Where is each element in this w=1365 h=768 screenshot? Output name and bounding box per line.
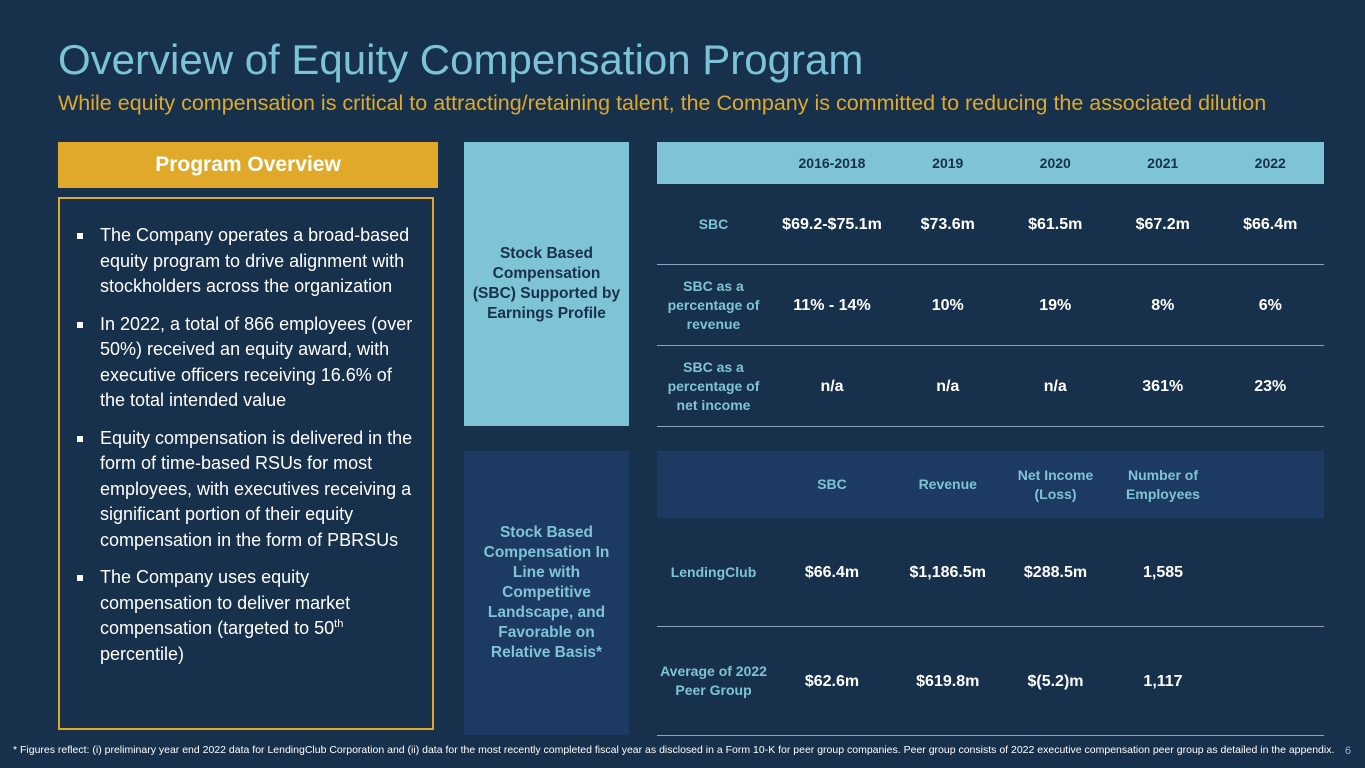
table-cell: $66.4m: [804, 563, 860, 581]
table-cell: 1,117: [1143, 672, 1183, 690]
column-header: Revenue: [918, 476, 977, 492]
table-cell: 23%: [1254, 377, 1287, 395]
table-header: [657, 142, 1324, 184]
table-cell: 6%: [1258, 296, 1282, 314]
table-cell: 8%: [1151, 296, 1175, 314]
sbc-competitive-label: Stock Based Compensation In Line with Competitive Landscape, and Favorable on Relative Basis*: [464, 451, 629, 735]
program-overview-box: [58, 197, 434, 730]
peer-comparison-table: [657, 451, 1324, 736]
column-header: 2020: [1039, 154, 1071, 171]
list-item: Equity compensation is delivered in the form of time-based RSUs for most employees, with executives receiving a significant portion of their equity compensation in the form of PBRSUs: [74, 426, 418, 554]
program-overview-list: [60, 199, 432, 667]
column-header: 2019: [932, 154, 964, 171]
table-cell: 19%: [1039, 296, 1072, 314]
square-bullet-icon: [77, 436, 83, 442]
square-bullet-icon: [77, 575, 83, 581]
row-label: SBC: [698, 215, 729, 232]
list-item: The Company uses equity compensation to deliver market compensation (targeted to 50th percentile): [74, 565, 418, 667]
table-cell: n/a: [820, 377, 844, 395]
page-subtitle: While equity compensation is critical to attracting/retaining talent, the Company is committed to reducing the associated dilution: [58, 91, 1267, 115]
list-item: In 2022, a total of 866 employees (over 50%) received an equity award, with executive officers receiving 16.6% of the total intended value: [74, 312, 418, 414]
table-cell: n/a: [1043, 377, 1067, 395]
table-cell: $(5.2)m: [1027, 672, 1084, 690]
table-cell: $288.5m: [1023, 563, 1088, 581]
table-cell: $67.2m: [1135, 215, 1190, 233]
column-header: 2022: [1254, 154, 1286, 171]
table-cell: $619.8m: [916, 672, 980, 690]
table-cell: $1,186.5m: [909, 563, 986, 581]
program-overview-header: Program Overview: [58, 142, 438, 188]
table-cell: 1,585: [1142, 563, 1184, 581]
footnote: * Figures reflect: (i) preliminary year end 2022 data for LendingClub Corporation and (ii) data for the most recently completed fiscal year as disclosed in a Form 10-K for peer group companies. Peer group consists of 2022 executive compensation peer group as detailed in the appendix.: [13, 744, 1335, 756]
column-header: 2016-2018: [798, 154, 866, 171]
table-cell: 10%: [931, 296, 964, 314]
row-label: SBC as a percentage of revenue: [667, 277, 760, 332]
table-cell: 361%: [1142, 377, 1184, 395]
column-header: SBC: [817, 476, 847, 492]
sbc-earnings-label: Stock Based Compensation (SBC) Supported by Earnings Profile: [464, 142, 629, 426]
table-row: [657, 346, 1324, 427]
table-cell: $69.2-$75.1m: [782, 215, 882, 233]
table-header: [657, 451, 1324, 518]
column-header: 2021: [1147, 154, 1179, 171]
table-cell: 11% - 14%: [793, 296, 871, 314]
page-title: Overview of Equity Compensation Program: [58, 36, 864, 83]
row-label: Average of 2022 Peer Group: [660, 663, 767, 698]
square-bullet-icon: [77, 322, 83, 328]
row-label: SBC as a percentage of net income: [667, 358, 760, 413]
table-row: [657, 184, 1324, 265]
table-cell: $66.4m: [1243, 215, 1298, 233]
table-cell: n/a: [936, 377, 960, 395]
row-label: LendingClub: [670, 563, 757, 580]
column-header: Number of Employees: [1126, 466, 1200, 502]
sbc-by-year-table: [657, 142, 1324, 427]
table-row: [657, 518, 1324, 627]
table-cell: $62.6m: [804, 672, 860, 690]
list-item: The Company operates a broad-based equity program to drive alignment with stockholders across the organization: [74, 223, 418, 300]
column-header: Net Income (Loss): [1017, 466, 1094, 502]
table-cell: $61.5m: [1028, 215, 1083, 233]
square-bullet-icon: [77, 233, 83, 239]
table-row: [657, 627, 1324, 736]
table-row: [657, 265, 1324, 346]
table-cell: $73.6m: [920, 215, 975, 233]
page-number: 6: [1345, 745, 1352, 757]
